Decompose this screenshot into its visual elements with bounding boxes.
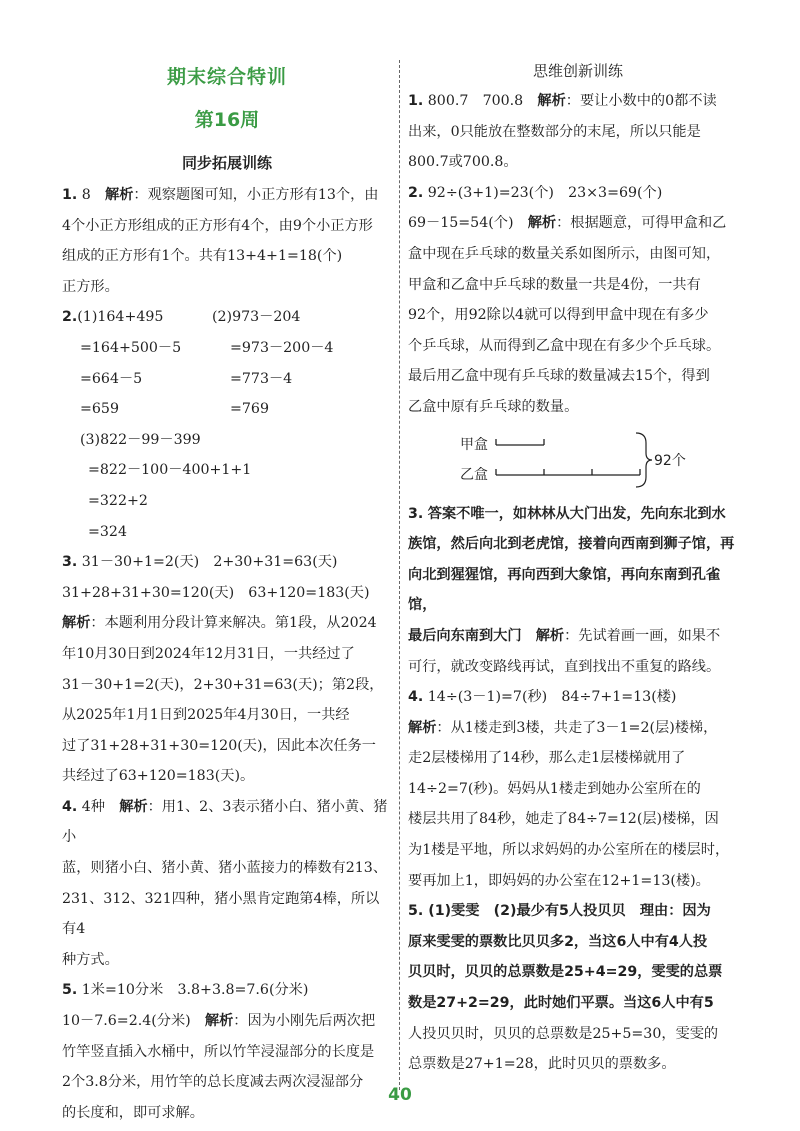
- r-q3-number: 3.: [408, 505, 424, 522]
- q1-answer: 8: [81, 187, 91, 203]
- q2-row1-a: =164+500－5: [80, 339, 182, 356]
- r-q2-text: 盒中现在乒乓球的数量关系如图所示，由图可知，: [408, 245, 721, 262]
- q2-row0-b: (2)973－204: [212, 309, 301, 326]
- q3-text: 共经过了63+120=183(天)。: [62, 768, 255, 785]
- q1-text-4: 正方形。: [62, 278, 119, 295]
- q3-text: 年10月30日到2024年12月31日，一共经过了: [62, 645, 355, 662]
- r-q5-text: 原来雯雯的票数比贝贝多2，当这6人中有4人投: [408, 933, 708, 950]
- q1-number: 1.: [62, 187, 78, 203]
- q5-label: 解析: [204, 1013, 234, 1030]
- r-q2-text: 个乒乓球，从而得到乙盒中现在有多少个乒乓球。: [408, 337, 721, 354]
- page-number: 40: [388, 1085, 412, 1105]
- r-q1-text: 800.7或700.8。: [408, 154, 518, 171]
- r-q3-bold-last: 最后向东南到大门: [408, 627, 522, 644]
- q2-part3-line: =322+2: [88, 492, 148, 509]
- brace: [636, 433, 652, 487]
- q2-row0-a: (1)164+495: [77, 309, 164, 326]
- q1-text-3: 组成的正方形有1个。共有13+4+1=18(个): [62, 248, 343, 265]
- left-q2: [62, 302, 392, 547]
- q2-row: [62, 394, 392, 425]
- q2-row3-b: =769: [230, 401, 269, 418]
- r-q4-label: 解析: [408, 719, 437, 736]
- r-q2-line1: 92÷(3+1)=23(个) 23×3=69(个): [427, 184, 663, 201]
- r-q1-text: 出来，0只能放在整数部分的末尾，所以只能是: [408, 123, 701, 140]
- r-q4-text: 14÷2=7(秒)。妈妈从1楼走到她办公室所在的: [408, 780, 701, 797]
- r-q2-text: 乙盒中原有乒乓球的数量。: [408, 398, 579, 415]
- r-q4-text: 要再加上1，即妈妈的办公室在12+1=13(楼)。: [408, 872, 710, 889]
- q2-part3-line: =822－100－400+1+1: [88, 462, 252, 479]
- r-q5-line1: (1)雯雯 (2)最少有5人投贝贝 理由：因为: [428, 903, 711, 920]
- q3-label: 解析: [62, 615, 91, 632]
- q4-text: 蓝，则猪小白、猪小黄、猪小蓝接力的棒数有213、: [62, 860, 388, 877]
- q3-line2: 31+28+31+30=120(天) 63+120=183(天): [62, 584, 370, 601]
- q2-row: [62, 333, 392, 364]
- r-q1-number: 1.: [408, 93, 424, 109]
- q5-line1: 1米=10分米 3.8+3.8=7.6(分米): [81, 982, 309, 999]
- left-column: [62, 56, 392, 1128]
- r-q2-label: 解析: [527, 215, 557, 232]
- section-title-innovation: 思维创新训练: [532, 62, 623, 80]
- q4-text: 231、312、321四种，猪小黑肯定跑第4棒，所以有4: [62, 890, 380, 938]
- left-q5: [62, 975, 392, 1128]
- q1-label: 解析: [105, 187, 134, 203]
- q5-text: 竹竿竖直插入水桶中，所以竹竿浸湿部分的长度是: [62, 1043, 375, 1060]
- r-q4-number: 4.: [408, 689, 424, 706]
- q3-text: 过了31+28+31+30=120(天)，因此本次任务一: [62, 737, 376, 754]
- r-q3-bold: 族馆，然后向北到老虎馆，接着向西南到狮子馆，再: [408, 536, 735, 553]
- r-q2-number: 2.: [408, 184, 424, 201]
- q3-number: 3.: [62, 554, 78, 571]
- q2-number: 2.: [62, 309, 78, 326]
- section-title-sync: 同步拓展训练: [181, 154, 272, 172]
- right-q4: [408, 682, 748, 896]
- r-q3-bold: 答案不唯一，如林林从大门出发，先向东北到水: [427, 505, 726, 522]
- r-q4-text: 为1楼是平地，所以求妈妈的办公室所在的楼层时，: [408, 842, 730, 859]
- r-q1-label: 解析: [537, 93, 566, 109]
- q2-row: [62, 302, 392, 333]
- q2-row3-a: =659: [80, 401, 119, 418]
- q3-line1: 31－30+1=2(天) 2+30+31=63(天): [81, 554, 338, 571]
- r-q4-line1: 14÷(3－1)=7(秒) 84÷7+1=13(楼): [427, 689, 677, 706]
- r-q5-text: 数是27+2=29，此时她们平票。当这6人中有5: [408, 995, 714, 1012]
- q4-text: ：用1、2、3表示猪小白、猪小黄、猪小: [62, 798, 388, 846]
- q4-answer: 4种: [81, 798, 105, 815]
- q2-part3-line: =324: [88, 523, 127, 540]
- r-q3-bold: 向北到猩猩馆，再向西到大象馆，再向东南到孔雀馆，: [408, 566, 721, 614]
- segment-diagram-svg: [408, 427, 748, 493]
- segment-diagram: [408, 427, 748, 493]
- diagram-total: 92个: [654, 452, 686, 469]
- right-column: [408, 56, 748, 1080]
- q2-part3: (3)822－99－399: [80, 431, 201, 448]
- r-q2-text-first: ：根据题意，可得甲盒和乙: [556, 215, 727, 232]
- q3-text: 31－30+1=2(天)，2+30+31=63(天)；第2段，: [62, 676, 384, 693]
- q5-line2: 10－7.6=2.4(分米): [62, 1013, 191, 1030]
- r-q1-answer: 800.7 700.8: [427, 93, 524, 109]
- q3-text: 从2025年1月1日到2025年4月30日，一共经: [62, 707, 350, 724]
- q5-text: 的长度和，即可求解。: [62, 1104, 204, 1121]
- q4-label: 解析: [119, 798, 148, 815]
- r-q3-text-first: ：先试着画一画，如果不: [564, 627, 721, 644]
- week-title: 第16周: [194, 109, 260, 131]
- r-q1-text-first: ：要让小数中的0都不读: [565, 93, 717, 109]
- diagram-label-a: 甲盒: [460, 436, 488, 453]
- r-q2-text: 最后用乙盒中现有乒乓球的数量减去15个，得到: [408, 368, 710, 385]
- left-q3: [62, 547, 392, 792]
- q4-text: 种方式。: [62, 951, 119, 968]
- r-q5-text: 人投贝贝时，贝贝的总票数是25+5=30，雯雯的: [408, 1025, 719, 1042]
- r-q2-line2: 69－15=54(个): [408, 215, 514, 232]
- r-q2-text: 甲盒和乙盒中乒乓球的数量一共是4份，一共有: [408, 276, 701, 293]
- r-q4-text: 楼层共用了84秒，她走了84÷7=12(层)楼梯，因: [408, 811, 719, 828]
- main-title: 期末综合特训: [166, 66, 287, 88]
- right-q1: [408, 86, 748, 178]
- q5-number: 5.: [62, 982, 78, 999]
- right-q3: [408, 499, 748, 683]
- q4-number: 4.: [62, 798, 78, 815]
- diagram-label-b: 乙盒: [460, 466, 488, 483]
- q3-text: ：本题利用分段计算来解决。第1段，从2024: [90, 615, 377, 632]
- q2-row: [62, 364, 392, 395]
- r-q3-text: 可行，就改变路线再试，直到找出不重复的路线。: [408, 658, 721, 675]
- q2-row1-b: =973－200－4: [230, 339, 334, 356]
- q1-text-1: ：观察题图可知，小正方形有13个，由: [133, 187, 379, 203]
- r-q5-text: 贝贝时，贝贝的总票数是25+4=29，雯雯的总票: [408, 964, 723, 981]
- r-q3-label: 解析: [535, 627, 565, 644]
- q2-row2-a: =664－5: [80, 370, 143, 387]
- r-q5-text: 总票数是27+1=28，此时贝贝的票数多。: [408, 1056, 676, 1073]
- left-q4: [62, 792, 392, 976]
- right-q5: [408, 896, 748, 1080]
- q5-text: 2个3.8分米，用竹竿的总长度减去两次浸湿部分: [62, 1074, 364, 1091]
- left-q1: [62, 180, 392, 302]
- r-q4-text: 走2层楼梯用了14秒，那么走1层楼梯就用了: [408, 750, 686, 767]
- q5-text-first: ：因为小刚先后两次把: [233, 1013, 376, 1030]
- r-q5-number: 5.: [408, 903, 424, 920]
- q2-row2-b: =773－4: [230, 370, 293, 387]
- r-q2-text: 92个，用92除以4就可以得到甲盒中现在有多少: [408, 307, 709, 324]
- column-divider: [399, 60, 400, 1090]
- r-q4-text: ：从1楼走到3楼，共走了3－1=2(层)楼梯，: [436, 719, 718, 736]
- q1-text-2: 4个小正方形组成的正方形有4个，由9个小正方形: [62, 217, 373, 234]
- right-q2: [408, 178, 748, 493]
